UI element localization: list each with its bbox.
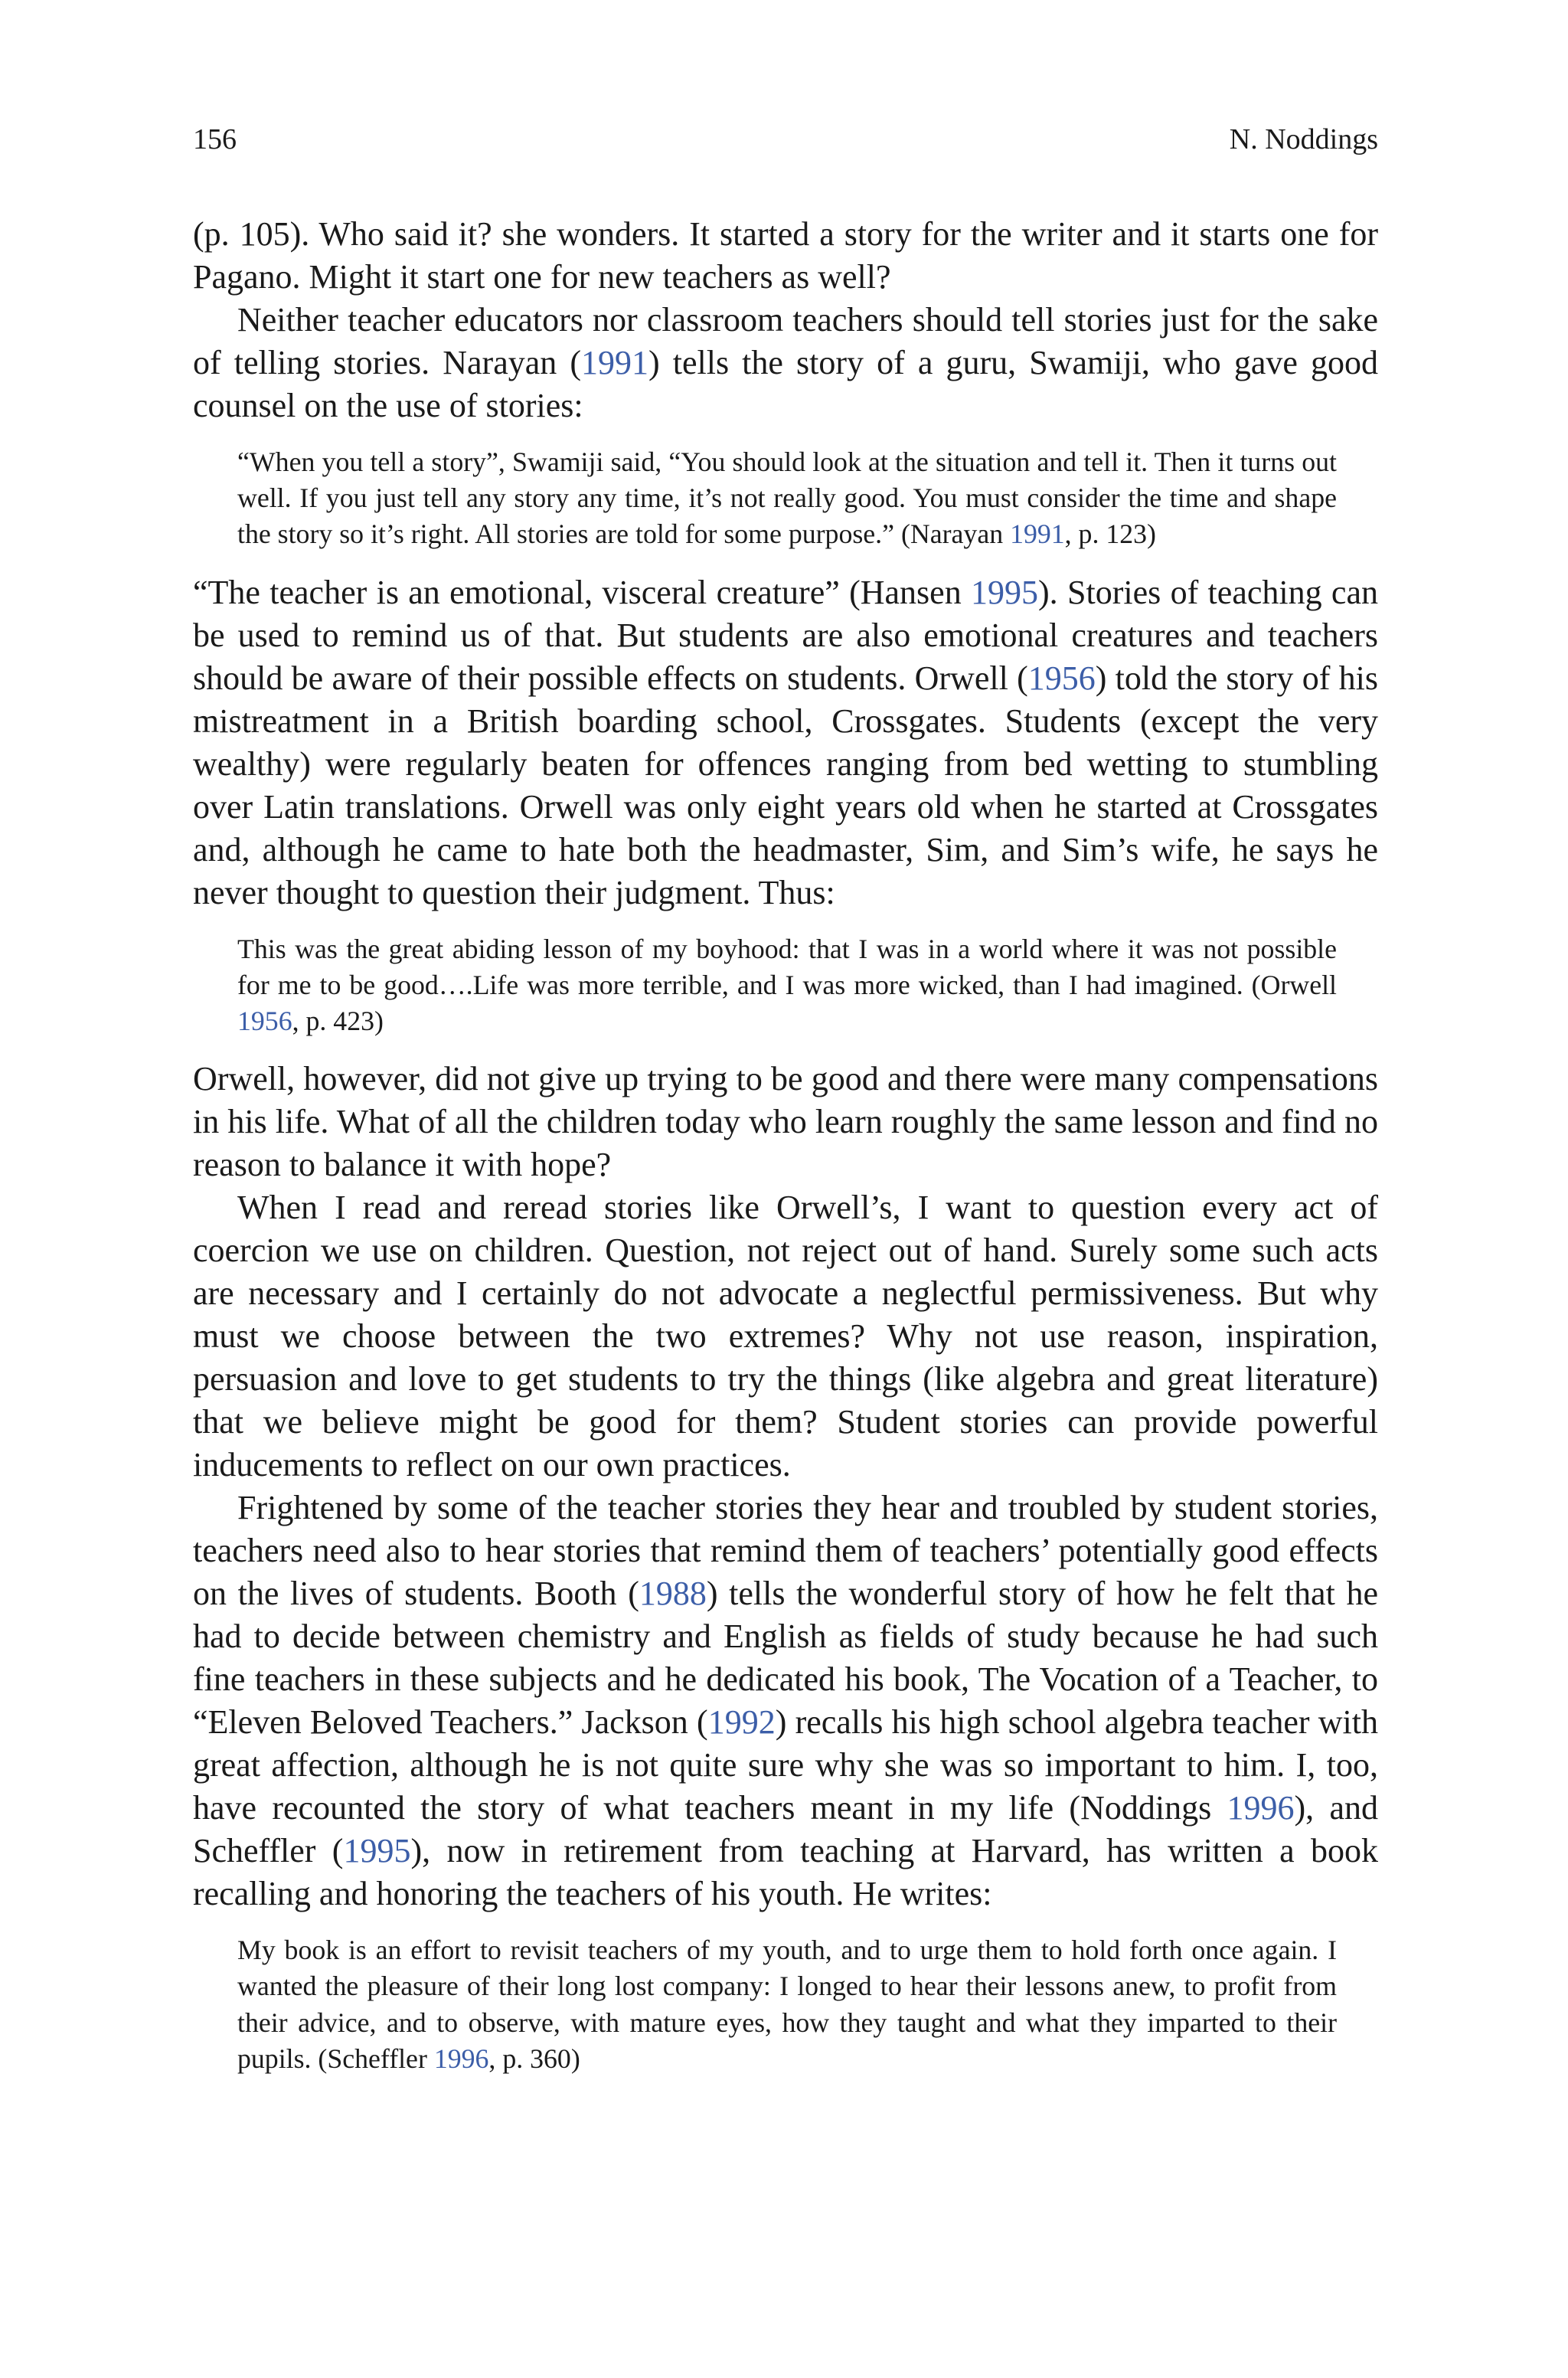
text-run: , p. 123) [1064, 518, 1156, 550]
text-run: Orwell, however, did not give up trying to be good and there were many compensations in his life. What of all the children today who learn roughly the same lesson and find no reason to balance it with hope? [193, 1060, 1378, 1184]
citation-link[interactable]: 1996 [433, 2043, 489, 2074]
text-run: This was the great abiding lesson of my boyhood: that I was in a world where it was not possible for me to be good….Life was more terrible, and I was more wicked, than I had imagined. (Orwell [237, 933, 1337, 1000]
paragraph [193, 213, 1378, 299]
running-head [193, 121, 1378, 158]
citation-link[interactable]: 1995 [971, 573, 1039, 611]
citation-link[interactable]: 1996 [1227, 1789, 1295, 1827]
text-run: My book is an effort to revisit teachers of my youth, and to urge them to hold forth once again. I wanted the pleasure of their long lost company: I longed to hear their lessons anew, to profit from their advice, and to observe, with mature eyes, how they taught and what they imparted to their pupils. (Scheffler [237, 1935, 1337, 2074]
paragraph [193, 1487, 1378, 1915]
running-head-author: N. Noddings [1229, 123, 1378, 155]
page-number: 156 [193, 123, 237, 155]
text-run: , p. 360) [488, 2043, 580, 2074]
citation-link[interactable]: 1991 [1010, 518, 1065, 550]
text-run: Neither teacher educators nor classroom teachers should tell stories just for the sake of telling stories. Narayan ( [193, 301, 1378, 381]
block-quote [237, 931, 1337, 1040]
citation-link[interactable]: 1991 [581, 344, 648, 381]
body-text [193, 213, 1378, 2077]
text-run: When I read and reread stories like Orwell’s, I want to question every act of coercion we use on children. Question, not reject out of hand. Surely some such acts are necessary and I certainly do not advocate a neglectful permissiveness. But why must we choose between the two extremes? Why not use reason, inspiration, persuasion and love to get students to try the things (like algebra and great literature) that we believe might be good for them? Student stories can provide powerful inducements to reflect on our own practices. [193, 1189, 1378, 1484]
text-run: ) tells the wonderful story of how he felt that he had to decide between chemistry and English as fields of study because he had such fine teachers in these subjects and he dedicated his book, The Vocation of a Teacher, to “Eleven Beloved Teachers.” Jackson ( [193, 1575, 1378, 1742]
citation-link[interactable]: 1995 [343, 1832, 411, 1870]
text-run: , p. 423) [292, 1006, 384, 1037]
text-run: “When you tell a story”, Swamiji said, “You should look at the situation and tell it. Then it turns out well. If you just tell any story any time, it’s not really good. You must consider the time and shape the story so it’s right. All stories are told for some purpose.” (Narayan [237, 446, 1337, 550]
paragraph [193, 1186, 1378, 1487]
citation-link[interactable]: 1992 [707, 1703, 776, 1742]
paragraph [193, 299, 1378, 427]
page [193, 115, 1378, 2095]
text-run: ). Stories of teaching can be used to remind us of that. But students are also emotional creatures and teachers should be aware of their possible effects on students. Orwell ( [193, 573, 1378, 697]
block-quote [237, 444, 1337, 553]
text-run: ) tells the story of a guru, Swamiji, who gave good counsel on the use of stories: [193, 344, 1379, 424]
paragraph [193, 1058, 1378, 1186]
text-run: ) recalls his high school algebra teacher with great affection, although he is not quite sure why she was so important to him. I, too, have recounted the story of what teachers meant in my life (Noddings [193, 1703, 1378, 1827]
citation-link[interactable]: 1956 [1027, 659, 1096, 697]
text-run: (p. 105). Who said it? she wonders. It started a story for the writer and it starts one for Pagano. Might it start one for new teachers as well? [193, 215, 1378, 296]
text-run: ), and Scheffler ( [193, 1789, 1378, 1870]
text-run: ), now in retirement from teaching at Harvard, has written a book recalling and honoring the teachers of his youth. He writes: [193, 1832, 1378, 1913]
text-run: “The teacher is an emotional, visceral creature” (Hansen [193, 573, 972, 611]
citation-link[interactable]: 1956 [237, 1006, 292, 1037]
text-run: ) told the story of his mistreatment in a British boarding school, Crossgates. Students (except the very wealthy) were regularly beaten for offences ranging from bed wetting to stumbling over Latin translations. Orwell was only eight years old when he started at Crossgates and, although he came to hate both the headmaster, Sim, and Sim’s wife, he says he never thought to question their judgment. Thus: [193, 659, 1379, 911]
paragraph [193, 571, 1378, 914]
block-quote [237, 1932, 1337, 2077]
text-run: Frightened by some of the teacher stories they hear and troubled by student stories, teachers need also to hear stories that remind them of teachers’ potentially good effects on the lives of students. Booth ( [193, 1489, 1378, 1613]
citation-link[interactable]: 1988 [639, 1575, 707, 1613]
